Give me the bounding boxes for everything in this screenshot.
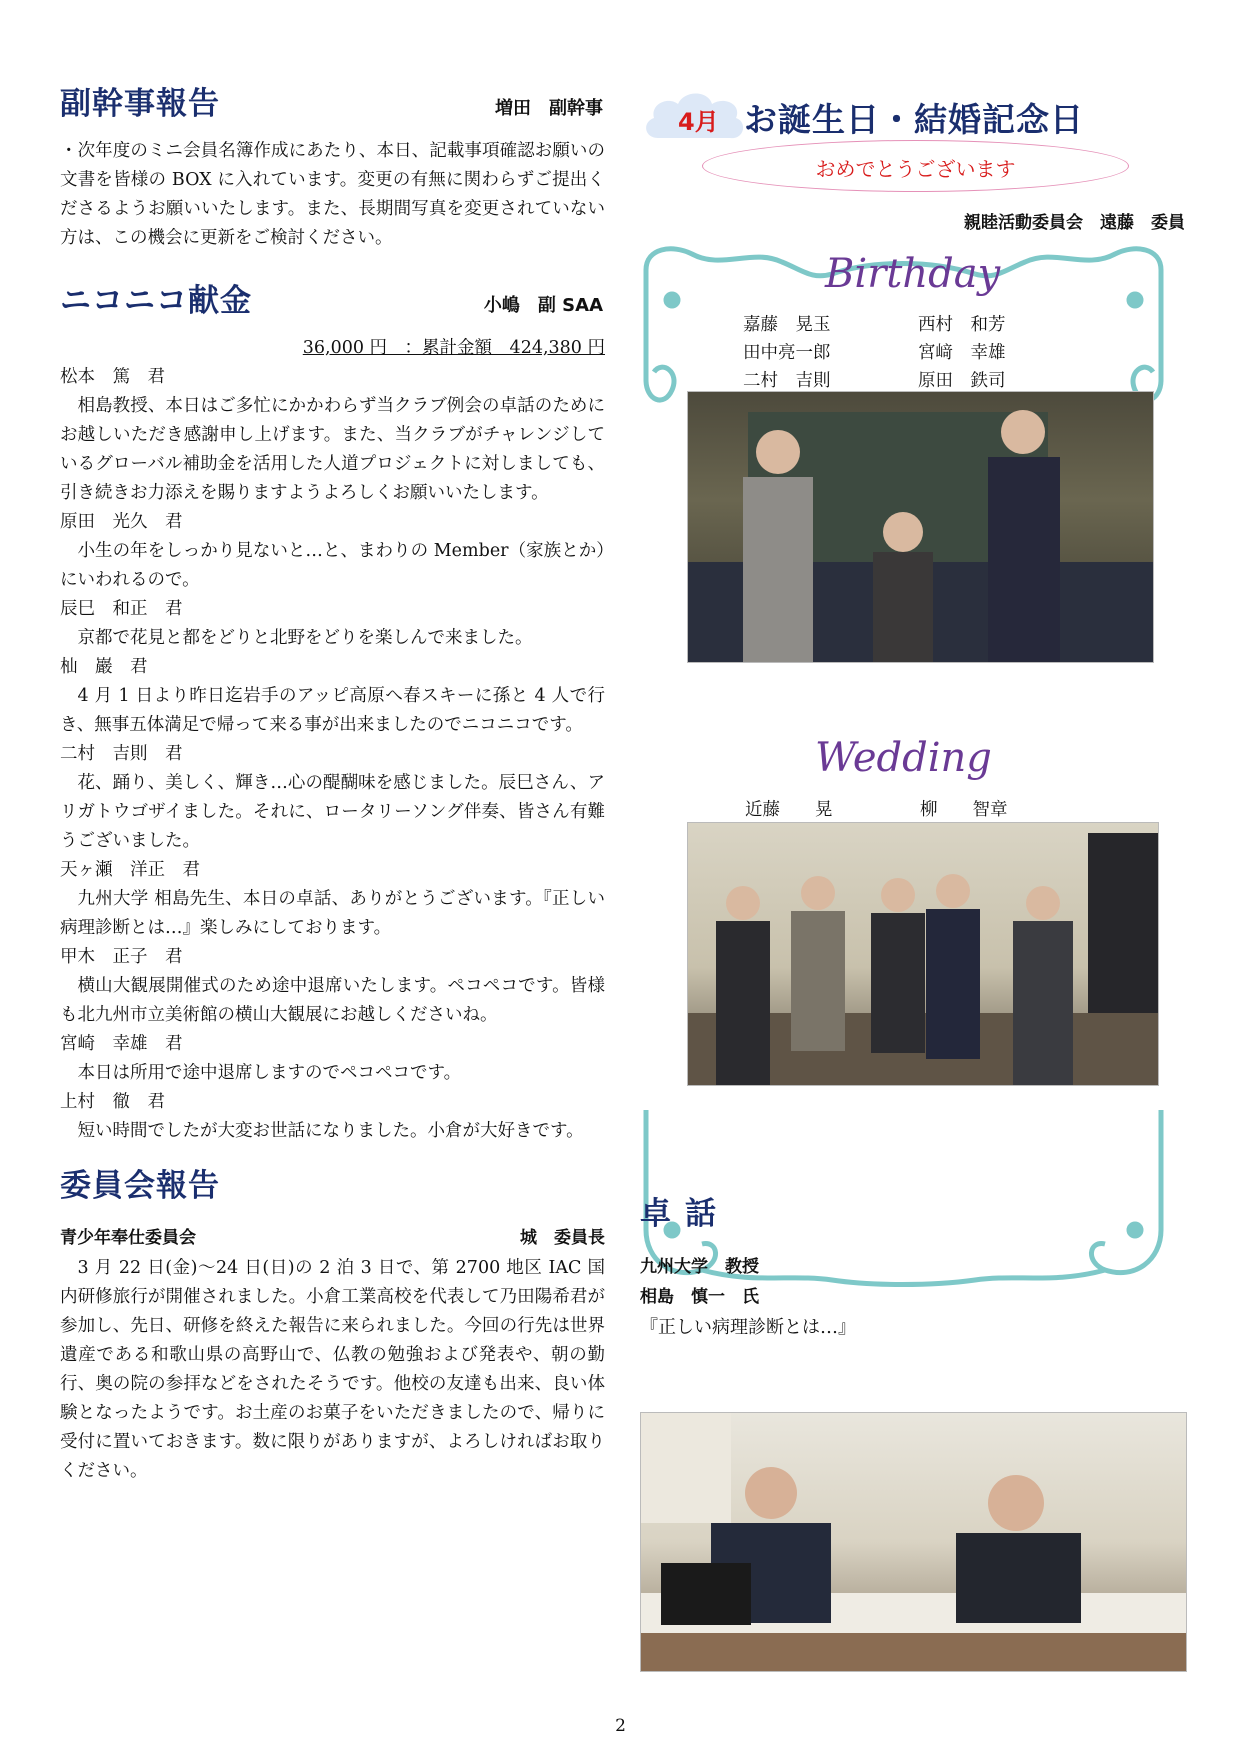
entry-name: 甲木 正子 君 xyxy=(60,947,183,967)
entry-name: 松本 篤 君 xyxy=(60,367,165,387)
name-cell: 近藤 晃 xyxy=(745,800,833,820)
niko-header xyxy=(60,275,605,320)
entry-name: 辰巳 和正 君 xyxy=(60,599,183,619)
congrats-oval xyxy=(702,140,1129,192)
wedding-script-label: Wedding xyxy=(815,735,992,781)
entry-name: 原田 光久 君 xyxy=(60,512,183,532)
entry-name: 宮崎 幸雄 君 xyxy=(60,1034,183,1054)
entry-text: 横山大観展開催式のため途中退席いたします。ペコペコです。皆様も北九州市立美術館の横山大観展にお越しくださいね。 xyxy=(60,976,605,1025)
niko-total-amount: 36,000 円 ：累計金額 424,380 円 xyxy=(302,338,605,358)
entry-name: 杣 巖 君 xyxy=(60,657,148,677)
vice-secretary-text: ・次年度のミニ会員名簿作成にあたり、本日、記載事項確認お願いの文書を皆様の BOX に入れています。変更の有無に関わらずご提出くださるようお願いいたします。また、長期間写真を変更されていない方は、この機会に更新をご検討ください。 xyxy=(60,141,605,248)
name-row xyxy=(743,339,1006,367)
committee-subheader xyxy=(60,1223,605,1248)
entry-name: 二村 吉則 君 xyxy=(60,744,183,764)
celebration-title: お誕生日・結婚記念日 xyxy=(744,100,1084,139)
left-column xyxy=(60,78,605,1486)
entry-name: 天ヶ瀬 洋正 君 xyxy=(60,860,200,880)
committee-author: 城 委員長 xyxy=(520,1228,605,1248)
committee-text: 3 月 22 日(金)～24 日(日)の 2 泊 3 日で、第 2700 地区 IAC 国内研修旅行が開催されました。小倉工業高校を代表して乃田陽希君が参加し、先日、研修を終えた報告に来られました。今回の行先は世界遺産である和歌山県の高野山で、仏教の勉強および発表や、朝の勤行、奥の院の参拝などをされたそうです。他校の友達も出来、良い体験となったようです。お土産のお菓子をいただきましたので、帰りに受付に置いておきます。数に限りがありますが、よろしければお取りください。 xyxy=(60,1258,605,1481)
name-cell: 西村 和芳 xyxy=(918,315,1006,335)
entry-name: 上村 徹 君 xyxy=(60,1092,165,1112)
entry-text: 九州大学 相島先生、本日の卓話、ありがとうございます。『正しい病理診断とは…』楽しみにしております。 xyxy=(60,889,605,938)
name-cell: 宮﨑 幸雄 xyxy=(918,343,1006,363)
name-cell: 田中亮一郎 xyxy=(743,343,831,363)
entry-text: 4 月 1 日より昨日迄岩手のアッピ高原へ春スキーに孫と 4 人で行き、無事五体満足で帰って来る事が出来ましたのでニコニコです。 xyxy=(60,686,605,735)
speaker-name: 相島 慎一 氏 xyxy=(640,1287,759,1307)
entry-text: 花、踊り、美しく、輝き…心の醍醐味を感じました。辰巳さん、アリガトウゴザイました。それに、ロータリーソング伴奏、皆さん有難うございました。 xyxy=(60,773,605,851)
name-cell: 原田 鉄司 xyxy=(918,371,1006,391)
speaker-affiliation: 九州大学 教授 xyxy=(640,1257,759,1277)
section-author: 増田 副幹事 xyxy=(495,98,603,119)
congrats-text: おめでとうございます xyxy=(815,157,1016,181)
name-cell: 二村 吉則 xyxy=(743,371,831,391)
section-author: 小嶋 副 SAA xyxy=(483,295,603,316)
entry-text: 本日は所用で途中退席しますのでペコペコです。 xyxy=(77,1063,462,1083)
entry-text: 京都で花見と都をどりと北野をどりを楽しんで来ました。 xyxy=(77,628,533,648)
name-cell: 柳 智章 xyxy=(920,800,1008,820)
entry-text: 相島教授、本日はご多忙にかかわらず当クラブ例会の卓話のためにお越しいただき感謝申し上げます。また、当クラブがチャレンジしているグローバル補助金を活用した人道プロジェクトに対しましても、引き続きお力添えを賜りますようよろしくお願いいたします。 xyxy=(60,396,605,503)
entry-text: 小生の年をしっかり見ないと…と、まわりの Member（家族とか）にいわれるので。 xyxy=(60,541,605,590)
section-title: 委員会報告 xyxy=(60,1168,220,1204)
name-row xyxy=(745,796,1008,824)
committee-name: 青少年奉仕委員会 xyxy=(60,1228,196,1248)
month-label: 4月 xyxy=(678,108,719,136)
entry-text: 短い時間でしたが大変お世話になりました。小倉が大好きです。 xyxy=(77,1121,584,1141)
name-row xyxy=(743,311,1006,339)
page-number: 2 xyxy=(615,1716,626,1736)
celebration-committee: 親睦活動委員会 遠藤 委員 xyxy=(964,213,1185,233)
section-title: ニコニコ献金 xyxy=(60,283,252,319)
birthday-script-label: Birthday xyxy=(825,251,1001,297)
wedding-photo xyxy=(687,822,1159,1086)
section-title: 副幹事報告 xyxy=(60,86,220,122)
name-cell: 嘉藤 晃玉 xyxy=(743,315,831,335)
birthday-photo xyxy=(687,391,1154,663)
talk-section-title: 卓話 xyxy=(640,1196,730,1232)
niko-entry-list xyxy=(60,363,605,1146)
talk-photo xyxy=(640,1412,1187,1672)
talk-topic: 『正しい病理診断とは…』 xyxy=(640,1317,856,1338)
niko-total xyxy=(60,334,605,363)
committee-header xyxy=(60,1160,605,1205)
vice-secretary-header xyxy=(60,78,605,123)
